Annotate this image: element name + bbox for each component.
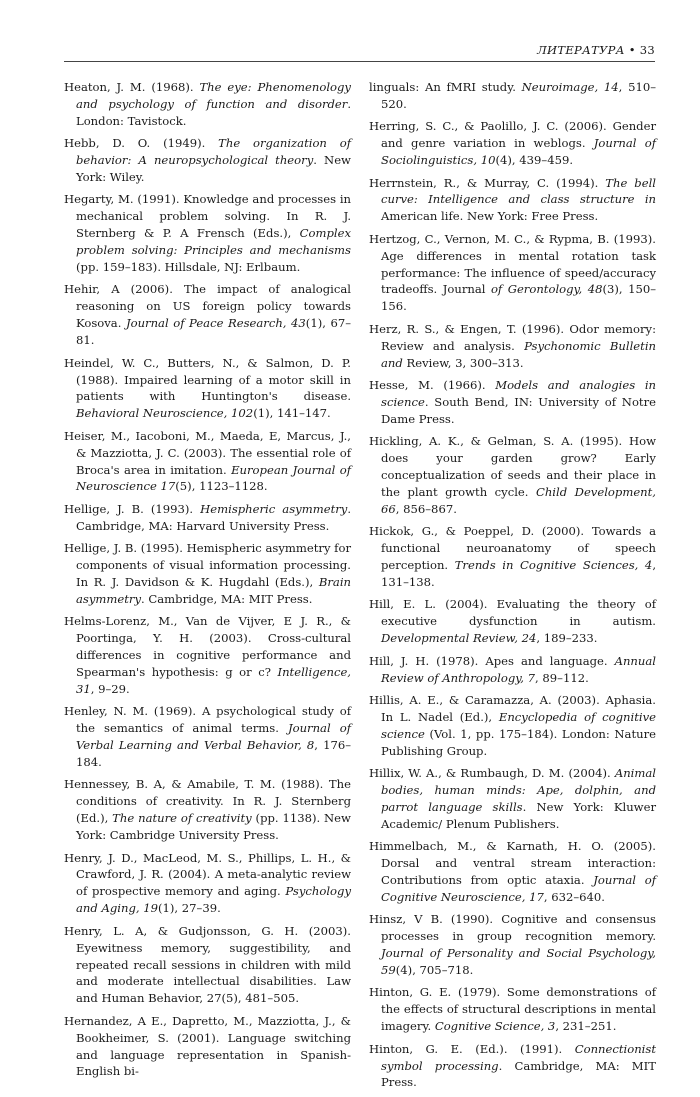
reference-details: , 176–184. <box>76 738 352 770</box>
reference-title: Behavioral Neuroscience, 102 <box>76 406 254 421</box>
reference-title: of Gerontology, 48 <box>490 282 603 297</box>
reference-details: American life. New York: Free Press. <box>381 209 599 224</box>
reference-entry <box>369 911 656 979</box>
reference-text: Hill, E. L. (2004). Evaluating the theory of executive dysfunction in autism. <box>369 597 656 629</box>
reference-details: . London: Tavistock. <box>76 96 351 128</box>
reference-entry <box>369 596 656 647</box>
reference-text: Hegarty, M. (1991). Knowledge and processes in mechanical problem solving. In R. J. Sternberg & P. A Frensch (Eds.), <box>64 192 351 241</box>
reference-text: Hillis, A. E., & Caramazza, A. (2003). Aphasia. In L. Nadel (Ed.), <box>369 692 656 724</box>
reference-title: European Journal of Neuroscience 17 <box>76 462 351 494</box>
reference-details: (1), 141–147. <box>253 406 331 421</box>
reference-text: Herring, S. C., & Paolillo, J. C. (2006). Gender and genre variation in weblogs. <box>369 119 656 151</box>
reference-title: Hemispheric asymmetry <box>200 501 348 516</box>
reference-text: Hill, J. H. (1978). Apes and language. <box>369 653 615 668</box>
reference-title: The bell curve: Intelligence and class structure in <box>381 175 656 207</box>
reference-entry <box>369 231 656 316</box>
reference-details: , 510–520. <box>381 80 656 111</box>
reference-title: The nature of creativity <box>112 811 252 826</box>
reference-title: Child Development, 66 <box>381 484 656 516</box>
reference-text: linguals: An fMRI study. <box>369 80 522 94</box>
reference-details: (pp. 1138). New York: Cambridge University Press. <box>76 811 351 843</box>
running-header-text <box>537 43 655 57</box>
reference-title: The organization of behavior: A neuropsychological theory <box>76 136 351 168</box>
reference-title: Psychonomic Bulletin and <box>381 338 656 370</box>
reference-text: Hellige, J. B. (1995). Hemispheric asymmetry for components of visual information processing. In R. J. Davidson & K. Hugdahl (Eds.), <box>64 541 351 589</box>
reference-text: Hillix, W. A., & Rumbaugh, D. M. (2004). <box>369 766 615 781</box>
reference-title: Cognitive Science, 3 <box>434 1019 556 1034</box>
reference-details: . Cambridge, MA: MIT Press. <box>141 591 313 606</box>
section-title: ЛИТЕРАТУРА <box>537 43 625 57</box>
reference-details: (1), 27–39. <box>158 901 221 916</box>
reference-text: Henry, L. A, & Gudjonsson, G. H. (2003). Eyewitness memory, suggestibility, and repeated recall sessions in children with mild and moderate intellectual disabilities. Law and Human Behavior, 27(5), 481–505. <box>64 923 351 1006</box>
reference-entry <box>369 653 656 687</box>
reference-details: (pp. 159–183). Hillsdale, NJ: Erlbaum. <box>76 260 301 275</box>
reference-title: Trends in Cognitive Sciences, 4 <box>454 558 653 573</box>
reference-details: . New York: Kluwer Academic/ Plenum Publishers. <box>381 799 656 831</box>
reference-details: , 231–251. <box>555 1019 617 1034</box>
reference-entry <box>369 433 656 518</box>
reference-text: Hinton, G. E. (Ed.). (1991). <box>369 1041 575 1056</box>
running-header <box>64 43 655 62</box>
reference-text: Heindel, W. C., Butters, N., & Salmon, D. P. (1988). Impaired learning of a motor skill in patients with Huntington's disease. <box>64 355 351 404</box>
reference-details: , 131–138. <box>381 558 656 589</box>
reference-text: Hickok, G., & Poeppel, D. (2000). Towards a functional neuroanatomy of speech perception. <box>369 524 656 573</box>
reference-text: Hellige, J. B. (1993). <box>64 501 201 516</box>
reference-title: Annual Review of Anthropology, 7 <box>381 653 656 685</box>
reference-entry <box>64 776 351 844</box>
reference-details: . Cambridge, MA: Harvard University Press. <box>76 501 352 533</box>
reference-text: Himmelbach, M., & Karnath, H. O. (2005). Dorsal and ventral stream interaction: Contributions from optic ataxia. <box>369 839 656 887</box>
reference-entry <box>369 1041 656 1092</box>
reference-entry <box>64 191 351 276</box>
reference-entry <box>64 501 351 535</box>
reference-title: Psychology and Aging, 19 <box>76 884 351 916</box>
reference-title: Journal of Sociolinguistics, 10 <box>381 136 656 168</box>
reference-entry <box>64 540 351 608</box>
reference-entry <box>369 523 656 591</box>
reference-details: (5), 1123–1128. <box>175 479 268 494</box>
reference-text: Herz, R. S., & Engen, T. (1996). Odor memory: Review and analysis. <box>369 321 656 353</box>
reference-text: Herrnstein, R., & Murray, C. (1994). <box>369 175 606 190</box>
reference-entry <box>369 321 656 372</box>
page-number: 33 <box>639 43 655 57</box>
reference-text: Hesse, M. (1966). <box>369 378 496 392</box>
reference-entry <box>64 135 351 186</box>
reference-title: Connectionist symbol processing <box>381 1041 656 1073</box>
reference-title: Journal of Peace Research, 43 <box>125 316 306 331</box>
reference-details: . New York: Wiley. <box>76 153 351 185</box>
reference-title: Animal bodies, human minds: Ape, dolphin, and parrot language skills <box>381 766 656 814</box>
reference-column-left <box>64 79 351 1086</box>
reference-title: Models and analogies in science <box>381 378 656 409</box>
reference-details: (Vol. 1, pp. 175–184). London: Nature Publishing Group. <box>381 726 656 758</box>
reference-details: . Cambridge, MA: MIT Press. <box>381 1058 656 1090</box>
reference-entry <box>369 765 656 833</box>
reference-text: Hernandez, A E., Dapretto, M., Mazziotta, J., & Bookheimer, S. (2001). Language switching and language representation in Spanish-English bi- <box>64 1013 351 1079</box>
reference-title: The eye: Phenomenology and psychology of function and disorder <box>76 80 351 111</box>
reference-text: Hebb, D. O. (1949). <box>64 136 219 151</box>
reference-entry <box>64 428 351 496</box>
reference-entry <box>64 355 351 423</box>
reference-entry <box>64 923 351 1008</box>
reference-entry <box>64 281 351 349</box>
reference-text: Henley, N. M. (1969). A psychological study of the semantics of animal terms. <box>64 704 351 736</box>
reference-text: Heaton, J. M. (1968). <box>64 80 200 94</box>
reference-text: Hertzog, C., Vernon, M. C., & Rypma, B. (1993). Age differences in mental rotation task performance: The influence of speed/accuracy tradeoffs. Journal <box>369 231 656 297</box>
reference-entry <box>369 984 656 1035</box>
reference-entry <box>64 79 351 130</box>
reference-text: Heiser, M., Iacoboni, M., Maeda, E, Marcus, J., & Mazziotta, J. C. (2003). The essential role of Broca's area in imitation. <box>64 428 351 477</box>
reference-column-right <box>369 79 656 1097</box>
reference-details: , 89–112. <box>535 670 589 685</box>
reference-details: . South Bend, IN: University of Notre Dame Press. <box>381 394 656 426</box>
header-bullet: • <box>628 43 636 57</box>
reference-title: Complex problem solving: Principles and mechanisms <box>76 226 351 258</box>
reference-text: Hennessey, B. A, & Amabile, T. M. (1988). The conditions of creativity. In R. J. Sternberg (Ed.), <box>64 777 351 826</box>
reference-title: Encyclopedia of cognitive science <box>381 709 656 741</box>
reference-details: , 856–867. <box>395 501 457 516</box>
reference-entry <box>369 79 656 113</box>
reference-details: (3), 150–156. <box>381 282 656 314</box>
reference-entry <box>369 692 656 760</box>
reference-details: (4), 705–718. <box>395 963 474 977</box>
reference-title: Developmental Review, 24 <box>381 631 537 646</box>
reference-title: Intelligence, 31 <box>76 665 351 696</box>
reference-text: Hickling, A. K., & Gelman, S. A. (1995). How does your garden grow? Early conceptualization of seeds and their place in the plant growth cycle. <box>369 434 656 499</box>
reference-entry <box>369 118 656 169</box>
reference-text: Henry, J. D., MacLeod, M. S., Phillips, L. H., & Crawford, J. R. (2004). A meta-analytic review of prospective memory and aging. <box>64 850 351 899</box>
reference-entry <box>64 613 351 698</box>
reference-title: Neuroimage, 14 <box>521 80 619 94</box>
reference-text: Helms-Lorenz, M., Van de Vijver, E J. R., & Poortinga, Y. H. (2003). Cross-cultural differences in cognitive performance and Spearman's hypothesis: g or c? <box>64 614 351 679</box>
reference-details: , 632–640. <box>543 889 605 904</box>
reference-entry <box>64 850 351 918</box>
reference-text: Hinton, G. E. (1979). Some demonstrations of the effects of structural descriptions in mental imagery. <box>369 985 656 1034</box>
reference-entry <box>369 175 656 226</box>
reference-text: Hinsz, V B. (1990). Cognitive and consensus processes in group recognition memory. <box>369 912 656 944</box>
reference-details: Review, 3, 300–313. <box>402 355 524 370</box>
reference-entry <box>64 1013 351 1081</box>
reference-details: (4), 439–459. <box>495 153 574 168</box>
reference-entry <box>64 703 351 771</box>
reference-text: Hehir, A (2006). The impact of analogical reasoning on US foreign policy towards Kosova. <box>64 282 351 331</box>
reference-title: Journal of Verbal Learning and Verbal Behavior, 8 <box>76 721 351 753</box>
reference-details: (1), 67–81. <box>76 316 351 348</box>
reference-title: Journal of Cognitive Neuroscience, 17 <box>381 872 656 904</box>
reference-details: , 189–233. <box>536 631 598 646</box>
reference-title: Journal of Personality and Social Psychology, 59 <box>381 946 656 977</box>
reference-entry <box>369 838 656 906</box>
reference-title: Brain asymmetry <box>76 574 351 606</box>
reference-entry <box>369 377 656 428</box>
reference-details: , 9–29. <box>90 681 130 696</box>
